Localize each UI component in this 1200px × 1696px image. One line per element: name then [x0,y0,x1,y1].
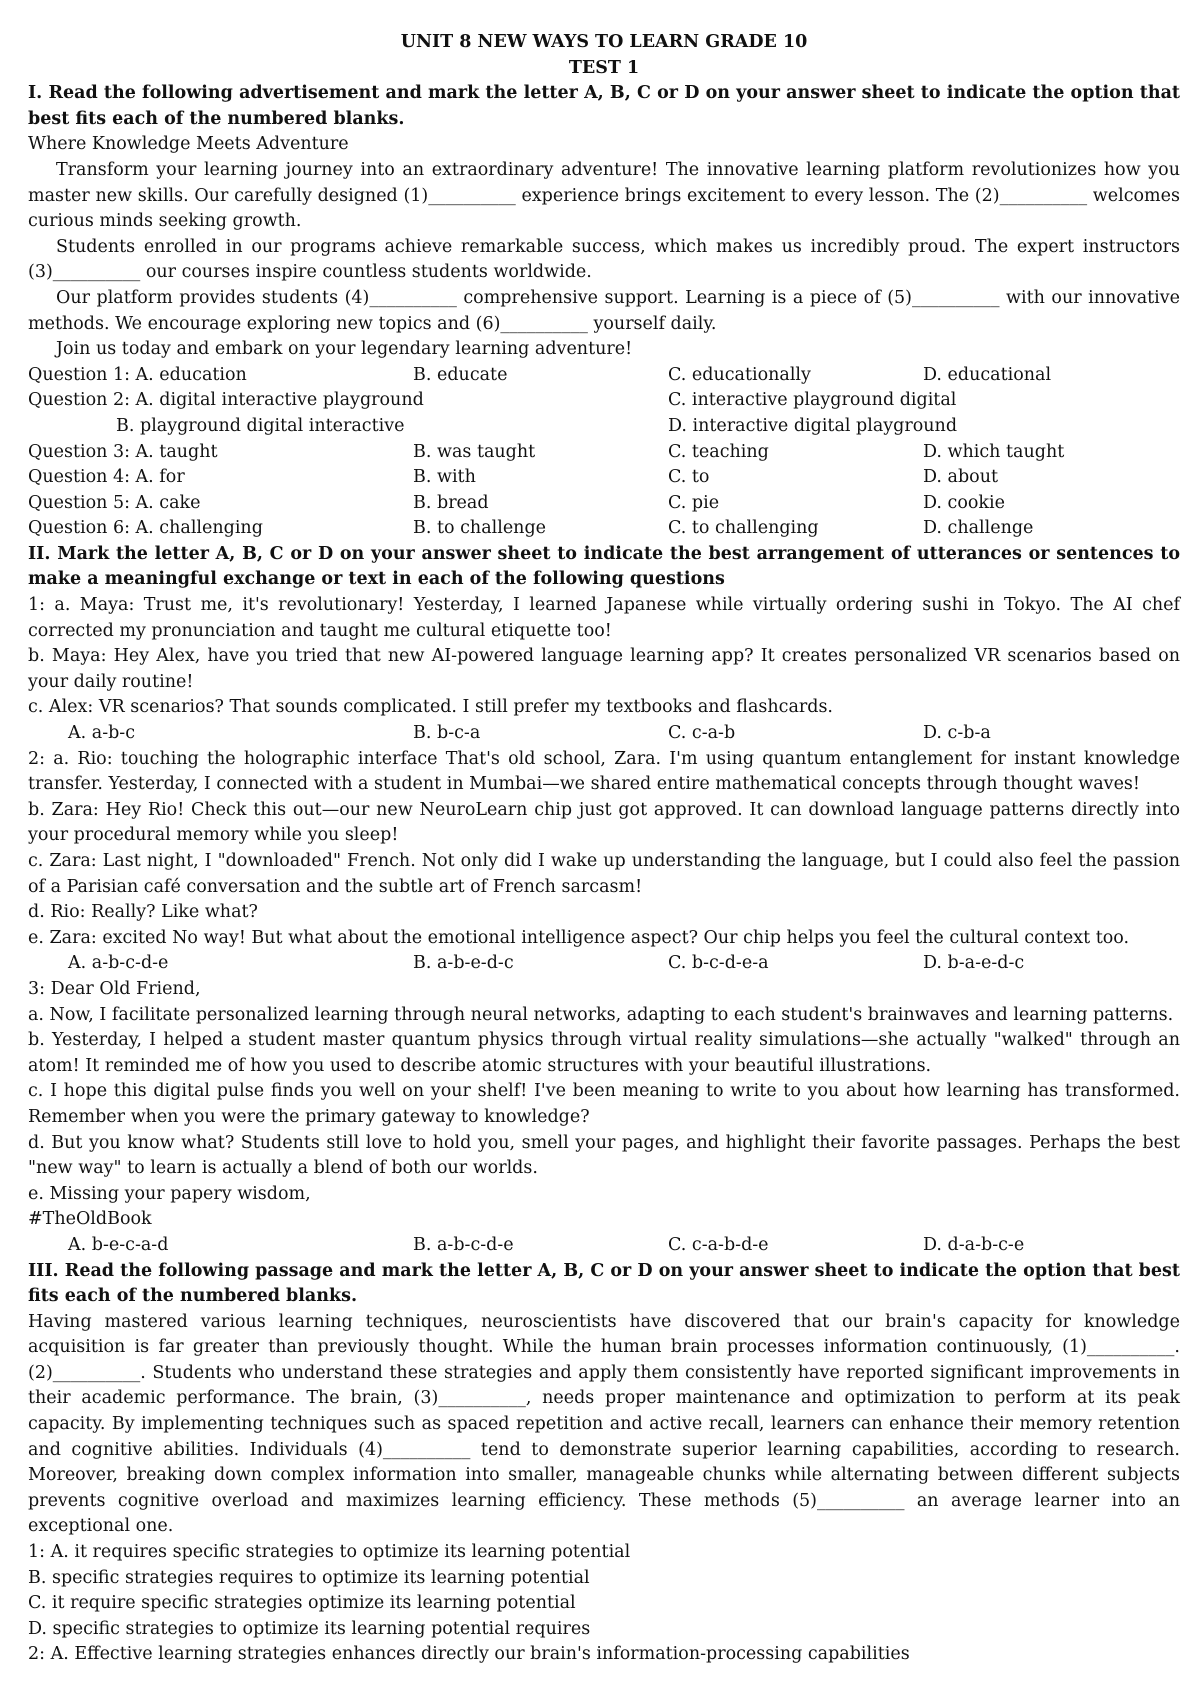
advertisement-heading: Where Knowledge Meets Adventure [28,134,349,155]
option: B. with [413,467,476,488]
option: C. teaching [668,441,769,462]
ad-paragraph: Transform your learning journey into an extraordinary adventure! The innovative learning platform revolutionizes how you master new skills. Our carefully designed (1)__________ experience brings excitement to every lesson. The (2)__________ welcomes curious minds seeking growth. [28,159,1180,232]
option: B. playground digital interactive [116,415,405,436]
option: Question 3: A. taught [28,441,218,462]
option: C. educationally [668,364,811,385]
worksheet-page [28,30,1180,1668]
question-2-options-row1 [28,388,1180,414]
option: D. which taught [923,441,1065,462]
option: C. b-c-d-e-a [668,953,769,974]
letter-line: 3: Dear Old Friend, [28,978,201,999]
ad-paragraph: Students enrolled in our programs achieve remarkable success, which makes us incredibly proud. The expert instructors (3)__________ our courses inspire countless students worldwide. [28,236,1180,283]
option: B. educate [413,364,508,385]
option: C. to challenging [668,518,819,539]
arrangement-3-options [28,1233,1180,1259]
option: Question 5: A. cake [28,492,201,513]
option: B. b-c-a [413,723,481,744]
option: B. bread [413,492,489,513]
page-title: UNIT 8 NEW WAYS TO LEARN GRADE 10 [400,32,808,52]
option: C. c-a-b [668,723,736,744]
utterance: b. Maya: Hey Alex, have you tried that new AI-powered language learning app? It creates personalized VR scenarios based on your daily routine! [28,646,1180,692]
utterance: 1: a. Maya: Trust me, it's revolutionary! Yesterday, I learned Japanese while virtually ordering sushi in Tokyo. The AI chef corrected my pronunciation and taught me cultural etiquette too! [28,595,1180,641]
option: Question 4: A. for [28,467,185,488]
option: 2: A. Effective learning strategies enhances directly our brain's information-processing capabilities [28,1644,910,1665]
letter-line: a. Now, I facilitate personalized learning through neural networks, adapting to each student's brainwaves and learning patterns. [28,1004,1174,1025]
option: D. b-a-e-d-c [923,953,1025,974]
option: D. about [923,467,999,488]
option: D. cookie [923,492,1005,513]
option: D. interactive digital playground [668,415,958,436]
question-6-options [28,516,1180,542]
question-3-options [28,440,1180,466]
option: C. to [668,467,710,488]
option: D. challenge [923,518,1034,539]
letter-line: c. I hope this digital pulse finds you well on your shelf! I've been meaning to write to you about how learning has transformed. Remember when you were the primary gateway to knowledge? [28,1081,1180,1127]
option: Question 2: A. digital interactive playground [28,390,424,411]
option: D. educational [923,364,1052,385]
section1-instruction: I. Read the following advertisement and mark the letter A, B, C or D on your answer sheet to indicate the option that best fits each of the numbered blanks. [28,83,1180,129]
section3-instruction: III. Read the following passage and mark the letter A, B, C or D on your answer sheet to indicate the option that best fits each of the numbered blanks. [28,1260,1180,1307]
option: A. a-b-c-d-e [68,953,169,974]
option: B. specific strategies requires to optimize its learning potential [28,1567,590,1588]
utterance: c. Alex: VR scenarios? That sounds complicated. I still prefer my textbooks and flashcards. [28,697,833,718]
utterance: e. Zara: excited No way! But what about the emotional intelligence aspect? Our chip helps you feel the cultural context too. [28,927,1130,948]
option: B. a-b-c-d-e [413,1234,514,1255]
option: 1: A. it requires specific strategies to optimize its learning potential [28,1542,631,1563]
option: B. a-b-e-d-c [413,953,514,974]
option: A. b-e-c-a-d [68,1234,169,1255]
reading-passage: Having mastered various learning techniques, neuroscientists have discovered that our brain's capacity for knowledge acquisition is far greater than previously thought. While the human brain processes information continuously, (1)__________. (2)__________. Students who understand these strategies and apply them consistently have reported significant improvements in their academic performance. The brain, (3)__________, needs proper maintenance and optimization to perform at its peak capacity. By implementing techniques such as spaced repetition and active recall, learners can enhance their memory retention and cognitive abilities. Individuals (4)__________ tend to demonstrate superior learning capabilities, according to research. Moreover, breaking down complex information into smaller, manageable chunks while alternating between different subjects prevents cognitive overload and maximizes learning efficiency. These methods (5)__________ an average learner into an exceptional one. [28,1311,1180,1537]
option: Question 1: A. education [28,364,247,385]
letter-line: d. But you know what? Students still love to hold you, smell your pages, and highlight their favorite passages. Perhaps the best "new way" to learn is actually a blend of both our worlds. [28,1132,1180,1179]
option: C. interactive playground digital [668,390,957,411]
option: Question 6: A. challenging [28,518,263,539]
arrangement-2-options [28,951,1180,977]
utterance: c. Zara: Last night, I "downloaded" French. Not only did I wake up understanding the language, but I could also feel the passion of a Parisian café conversation and the subtle art of French sarcasm! [28,851,1180,897]
question-5-options [28,491,1180,517]
question-4-options [28,465,1180,491]
option: B. to challenge [413,518,547,539]
arrangement-1-options [28,721,1180,747]
option: C. it require specific strategies optimize its learning potential [28,1593,576,1614]
ad-paragraph: Our platform provides students (4)__________ comprehensive support. Learning is a piece of (5)__________ with our innovative methods. We encourage exploring new topics and (6)__________ yourself daily. [28,287,1180,334]
option: C. pie [668,492,720,513]
option: D. d-a-b-c-e [923,1234,1025,1255]
letter-line: b. Yesterday, I helped a student master quantum physics through virtual reality simulations—she actually "walked" through an atom! It reminded me of how you used to describe atomic structures with your beautiful illustrations. [28,1030,1180,1076]
option: C. c-a-b-d-e [668,1234,769,1255]
utterance: 2: a. Rio: touching the holographic interface That's old school, Zara. I'm using quantum entanglement for instant knowledge transfer. Yesterday, I connected with a student in Mumbai—we shared entire mathematical concepts through thought waves! [28,748,1180,795]
utterance: b. Zara: Hey Rio! Check this out—our new NeuroLearn chip just got approved. It can download language patterns directly into your procedural memory while you sleep! [28,799,1180,846]
question-2-options-row2 [28,414,1180,440]
utterance: d. Rio: Really? Like what? [28,902,258,923]
letter-line: e. Missing your papery wisdom, [28,1183,311,1204]
letter-line: #TheOldBook [28,1209,152,1230]
page-subtitle: TEST 1 [568,57,640,78]
option: B. was taught [413,441,536,462]
section2-instruction: II. Mark the letter A, B, C or D on your answer sheet to indicate the best arrangement of utterances or sentences to make a meaningful exchange or text in each of the following questions [28,543,1180,590]
ad-paragraph: Join us today and embark on your legendary learning adventure! [56,339,633,360]
option: D. specific strategies to optimize its learning potential requires [28,1618,591,1639]
option: A. a-b-c [68,723,136,744]
question-1-options [28,363,1180,389]
option: D. c-b-a [923,723,991,744]
